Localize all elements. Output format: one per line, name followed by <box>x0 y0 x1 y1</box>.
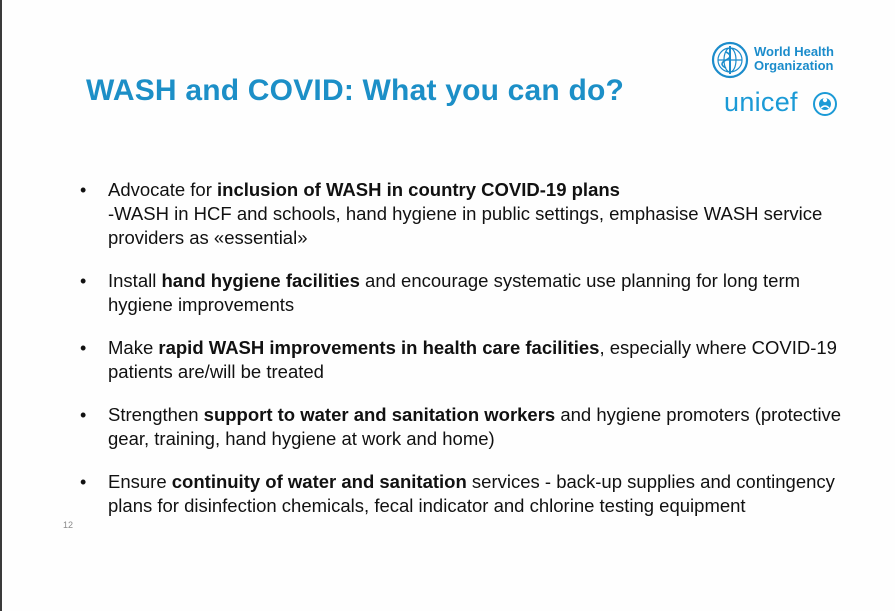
bullet-text: and hygiene promoters (protective gear, training, hand hygiene at work and home) <box>108 404 842 449</box>
who-wordmark-line1: World Health <box>754 44 834 59</box>
bullet-list <box>78 178 858 518</box>
bullet-bold-text: inclusion of WASH in country COVID-19 plans <box>217 179 620 200</box>
bullet-bold-text: continuity of water and sanitation <box>171 471 467 492</box>
bullet-item <box>78 403 858 451</box>
bullet-dot-icon: • <box>80 472 87 492</box>
bullet-text: Strengthen <box>108 404 204 425</box>
bullet-subtext: -WASH in HCF and schools, hand hygiene in public settings, emphasise WASH service providers as «essential» <box>108 203 823 248</box>
bullet-item <box>78 336 858 384</box>
bullet-text: Ensure <box>108 471 172 492</box>
bullet-text: services - back-up supplies and contingency plans for disinfection chemicals, fecal indicator and chlorine testing equipment <box>108 471 835 516</box>
unicef-emblem-icon <box>812 91 838 117</box>
unicef-logo <box>724 87 864 121</box>
bullet-item <box>78 470 858 518</box>
bullet-text: Advocate for <box>108 179 218 200</box>
bullet-bold-text: support to water and sanitation workers <box>203 404 556 425</box>
left-border <box>0 0 2 611</box>
bullet-text: , especially where COVID-19 patients are/will be treated <box>108 337 837 382</box>
slide-title: WASH and COVID: What you can do? <box>86 74 625 107</box>
who-wordmark <box>754 45 834 73</box>
bullet-dot-icon: • <box>80 180 87 200</box>
bullet-bold-text: rapid WASH improvements in health care facilities <box>158 337 600 358</box>
bullet-text: Make <box>108 337 159 358</box>
bullet-dot-icon: • <box>80 271 87 291</box>
bullet-dot-icon: • <box>80 405 87 425</box>
unicef-wordmark: unicef <box>724 87 798 117</box>
bullet-text: and encourage systematic use planning for long term hygiene improvements <box>108 270 801 315</box>
bullet-text: Install <box>108 270 162 291</box>
bullet-dot-icon: • <box>80 338 87 358</box>
bullet-item <box>78 178 858 250</box>
slide-number: 12 <box>63 520 74 530</box>
who-emblem-icon <box>710 40 750 80</box>
bullet-item <box>78 269 858 317</box>
who-wordmark-line2: Organization <box>754 58 834 73</box>
who-logo <box>710 40 870 82</box>
bullet-bold-text: hand hygiene facilities <box>161 270 360 291</box>
